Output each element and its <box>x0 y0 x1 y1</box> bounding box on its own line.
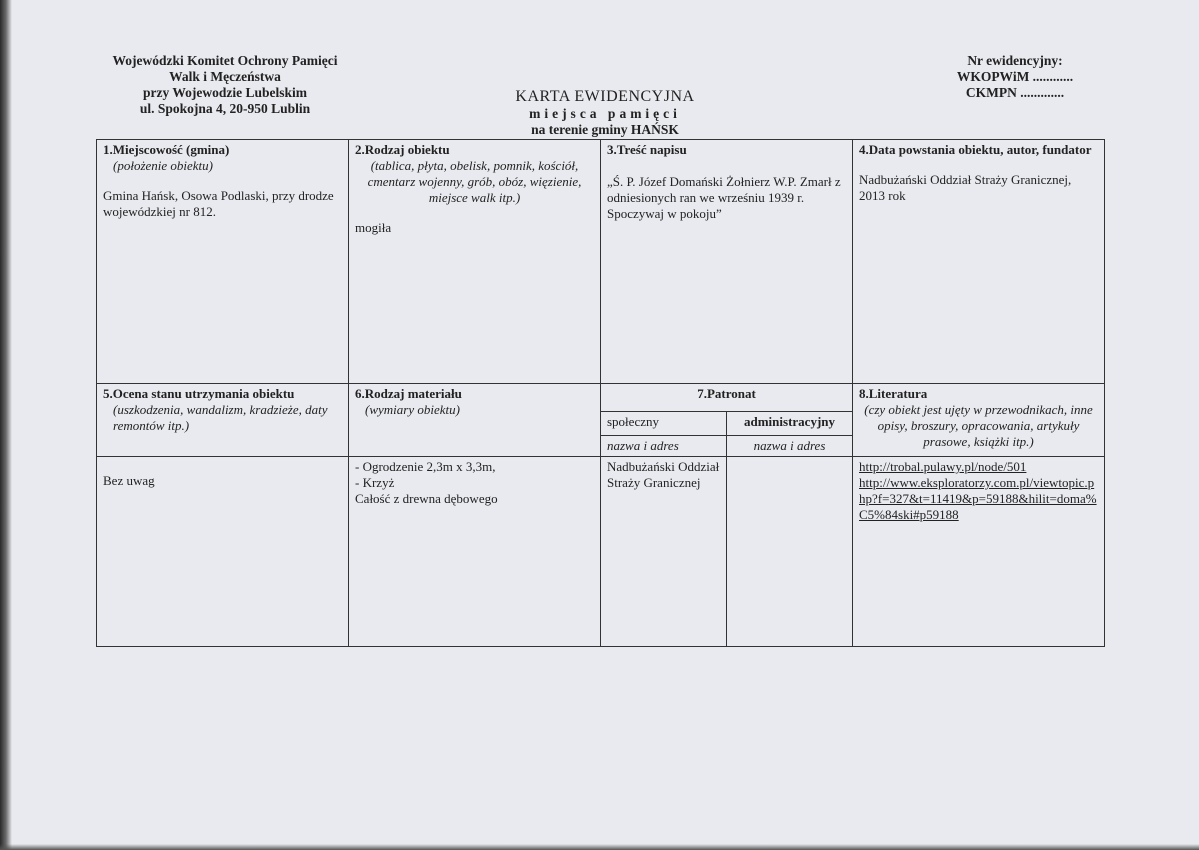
inscription-label: 3.Treść napisu <box>607 142 687 157</box>
cell-literature-value <box>853 457 1105 647</box>
row-top <box>97 140 1105 384</box>
issuer-line-1: Wojewódzki Komitet Ochrony Pamięci <box>112 53 338 68</box>
wkopwim-number: WKOPWiM ............ <box>956 69 1074 84</box>
cell-location <box>97 140 349 384</box>
issuer-address: ul. Spokojna 4, 20-950 Lublin <box>139 101 311 116</box>
cell-condition-value <box>97 457 349 647</box>
row-bottom-values <box>97 457 1105 647</box>
patron-admin-col: administracyjny <box>727 412 853 436</box>
patron-social-subheader: nazwa i adres <box>601 436 727 457</box>
literature-link-2[interactable]: http://www.eksploratorzy.com.pl/viewtopic.php?f=327&t=11419&p=59188&hilit=doma%C5%84ski#p59188 <box>859 475 1097 522</box>
location-label: 1.Miejscowość (gmina) <box>103 142 230 157</box>
location-hint: (położenie obiektu) <box>113 158 213 173</box>
material-label: 6.Rodzaj materiału <box>355 386 462 401</box>
document-title: KARTA EWIDENCYJNA <box>515 88 695 105</box>
material-line-2: - Krzyż <box>355 475 395 490</box>
location-value: Gmina Hańsk, Osowa Podlaski, przy drodze wojewódzkiej nr 812. <box>103 188 334 219</box>
condition-hint: (uszkodzenia, wandalizm, kradzieże, daty remontów itp.) <box>113 402 328 433</box>
issuer-line-3: przy Wojewodzie Lubelskim <box>142 85 307 100</box>
origin-value: Nadbużański Oddział Straży Granicznej, 2013 rok <box>859 172 1072 203</box>
scan-edge <box>0 0 12 850</box>
cell-material-value <box>349 457 601 647</box>
registry-number-label: Nr ewidencyjny: <box>967 53 1063 68</box>
patronage-label: 7.Patronat <box>601 384 853 412</box>
literature-label: 8.Literatura <box>859 386 928 401</box>
cell-literature-header <box>853 384 1105 457</box>
origin-label: 4.Data powstania obiektu, autor, fundator <box>859 142 1092 157</box>
patron-social-value: Nadbużański Oddział Straży Granicznej <box>607 459 720 490</box>
cell-origin <box>853 140 1105 384</box>
issuer-line-2: Walk i Męczeństwa <box>169 69 281 84</box>
scan-bottom-edge <box>0 844 1199 850</box>
literature-hint: (czy obiekt jest ujęty w przewodnikach, inne opisy, broszury, opracowania, artykuły prasowe, książki itp.) <box>864 402 1093 449</box>
material-hint: (wymiary obiektu) <box>365 402 460 417</box>
object-type-value: mogiła <box>355 220 392 235</box>
object-type-hint: (tablica, płyta, obelisk, pomnik, kościół, cmentarz wojenny, grób, obóz, więzienie, miejsce walk itp.) <box>367 158 582 205</box>
patron-admin-subheader: nazwa i adres <box>727 436 853 457</box>
condition-value: Bez uwag <box>103 473 155 488</box>
cell-condition-header <box>97 384 349 457</box>
issuer-header <box>60 53 390 117</box>
record-card-table <box>96 139 1105 647</box>
document-gmina: na terenie gminy HAŃSK <box>531 122 679 137</box>
cell-patron-admin-value <box>727 457 853 647</box>
cell-material-header <box>349 384 601 457</box>
document-subtitle: miejsca pamięci <box>529 106 681 121</box>
literature-link-1[interactable]: http://trobal.pulawy.pl/node/501 <box>859 459 1027 474</box>
material-line-3: Całość z drewna dębowego <box>355 491 498 506</box>
row-headers-2 <box>97 384 1105 412</box>
document-title-block <box>450 88 760 138</box>
cell-object-type <box>349 140 601 384</box>
cell-patron-social-value <box>601 457 727 647</box>
registry-number-block <box>920 53 1110 101</box>
inscription-value: „Ś. P. Józef Domański Żołnierz W.P. Zmarł z odniesionych ran we wrześniu 1939 r. Spoczywaj w pokoju” <box>607 174 841 221</box>
object-type-label: 2.Rodzaj obiektu <box>355 142 450 157</box>
material-line-1: - Ogrodzenie 2,3m x 3,3m, <box>355 459 496 474</box>
cell-inscription <box>601 140 853 384</box>
condition-label: 5.Ocena stanu utrzymania obiektu <box>103 386 295 401</box>
patron-social-col: społeczny <box>601 412 727 436</box>
ckmpn-number: CKMPN ............. <box>965 85 1065 100</box>
